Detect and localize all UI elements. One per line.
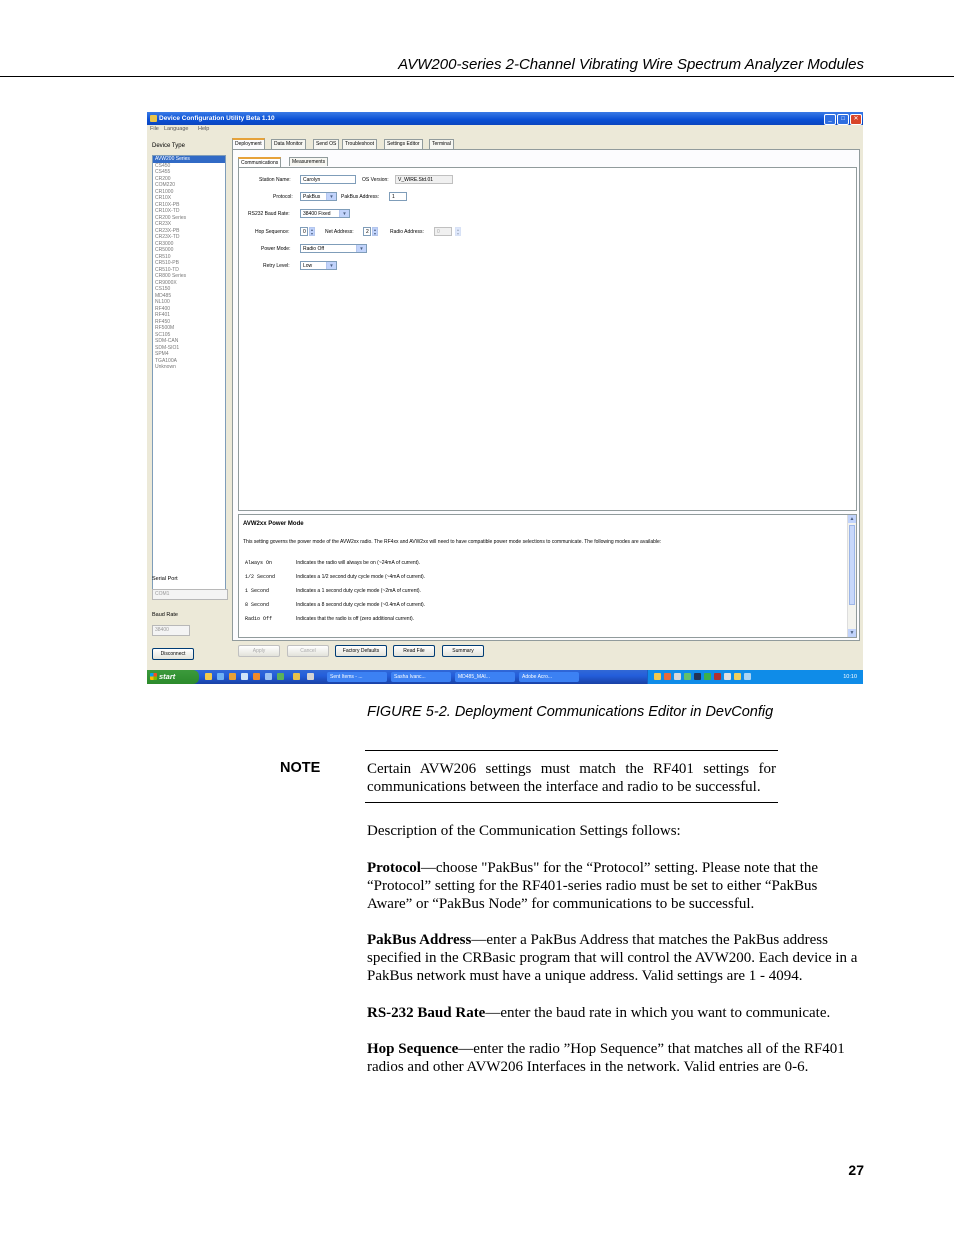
taskbar-item[interactable]: Sent Items - ... bbox=[327, 672, 387, 682]
os-version-field: V_WIRE.Std.01 bbox=[395, 175, 453, 184]
device-list-item[interactable]: CR510 bbox=[155, 253, 171, 260]
tab-data-monitor[interactable]: Data Monitor bbox=[271, 139, 306, 149]
help-mode-name: Always On bbox=[245, 560, 273, 566]
tray-icon[interactable] bbox=[714, 673, 721, 680]
device-list-item[interactable]: CR23X bbox=[155, 221, 172, 227]
tray-icon[interactable] bbox=[744, 673, 751, 680]
device-list-item[interactable]: CR10X-TD bbox=[155, 208, 180, 214]
help-panel bbox=[238, 514, 857, 638]
summary-button[interactable]: Summary bbox=[442, 645, 484, 657]
device-list-item[interactable]: CR5000 bbox=[155, 247, 174, 253]
tray-icon[interactable] bbox=[684, 673, 691, 680]
rs232-baud-value: 38400 Fixed bbox=[303, 211, 331, 217]
device-list-item[interactable]: CR200 bbox=[155, 175, 171, 182]
subtab-communications[interactable]: Communications bbox=[238, 157, 281, 167]
help-mode-desc: Indicates a 1/2 second duty cycle mode (~4mA of current). bbox=[296, 574, 426, 580]
device-list-item[interactable]: CS450 bbox=[155, 162, 171, 169]
baud-rate-select[interactable]: 38400 bbox=[152, 625, 190, 636]
device-type-label: Device Type bbox=[152, 143, 185, 149]
radio-address-input: 0 bbox=[434, 227, 452, 236]
help-title: AVW2xx Power Mode bbox=[243, 521, 304, 527]
chevron-down-icon[interactable]: ▼ bbox=[326, 262, 336, 269]
retry-level-label: Retry Level: bbox=[263, 263, 290, 269]
device-list-item[interactable]: CR800 Series bbox=[155, 273, 187, 279]
device-list-item[interactable]: CR10X bbox=[155, 195, 172, 201]
setting-term: Protocol bbox=[367, 860, 421, 876]
net-address-label: Net Address: bbox=[325, 229, 354, 235]
net-address-spinner[interactable]: ▲ ▼ bbox=[373, 228, 377, 236]
help-mode-row bbox=[245, 560, 420, 566]
start-button[interactable]: start bbox=[147, 670, 199, 684]
chevron-down-icon[interactable]: ▼ bbox=[356, 245, 366, 252]
quicklaunch-icon[interactable] bbox=[205, 673, 212, 680]
setting-desc: —enter a PakBus Address that matches the PakBus address specified in the CRBasic program that will control the AVW200. Each device in a PakBus network must have a unique address. Valid settings are 1 - 4094. bbox=[367, 932, 858, 984]
retry-level-select[interactable] bbox=[300, 261, 337, 270]
help-mode-row bbox=[245, 616, 414, 622]
window-title-bar bbox=[147, 112, 863, 125]
quicklaunch-icon[interactable] bbox=[265, 673, 272, 680]
retry-level-value: Low bbox=[303, 263, 313, 269]
note-text: Certain AVW206 settings must match the RF401 settings for communications between the interface and radio to be successful. bbox=[367, 761, 776, 795]
setting-term: Hop Sequence bbox=[367, 1041, 459, 1057]
help-mode-desc: Indicates a 8 second duty cycle mode (~0.4mA of current). bbox=[296, 602, 426, 608]
device-list-item[interactable]: SDM-CAN bbox=[155, 338, 179, 344]
disconnect-button[interactable]: Disconnect bbox=[152, 648, 194, 660]
power-mode-value: Radio Off bbox=[303, 246, 325, 252]
radio-address-spinner: ▲ ▼ bbox=[456, 228, 460, 236]
menu-help[interactable]: Help bbox=[198, 126, 210, 132]
tray-icon[interactable] bbox=[734, 673, 741, 680]
serial-port-label: Serial Port bbox=[152, 576, 178, 582]
help-mode-name: Radio Off bbox=[245, 616, 273, 622]
header-rule bbox=[0, 76, 954, 77]
device-list-item[interactable]: SC105 bbox=[155, 331, 171, 338]
help-scrollbar[interactable] bbox=[847, 515, 856, 637]
setting-paragraph bbox=[367, 1004, 865, 1022]
device-list-item[interactable]: COM220 bbox=[155, 182, 176, 188]
tab-settings-editor[interactable]: Settings Editor bbox=[384, 139, 423, 149]
taskbar-item[interactable]: Adobe Acro... bbox=[519, 672, 579, 682]
menu-language[interactable]: Language bbox=[164, 126, 189, 132]
help-mode-name: 1 Second bbox=[245, 588, 270, 594]
station-name-label: Station Name: bbox=[259, 177, 291, 183]
device-list-item[interactable]: CR3000 bbox=[155, 240, 174, 247]
minimize-icon[interactable]: _ bbox=[824, 114, 836, 125]
power-mode-select[interactable] bbox=[300, 244, 367, 253]
protocol-value: PakBus bbox=[303, 194, 321, 200]
tray-icon[interactable] bbox=[674, 673, 681, 680]
close-icon[interactable]: ✕ bbox=[850, 114, 862, 125]
device-list-item[interactable]: TGA100A bbox=[155, 357, 177, 364]
tray-icon[interactable] bbox=[694, 673, 701, 680]
net-address-input[interactable]: 2 bbox=[363, 227, 371, 236]
device-list-item[interactable]: CR10X-PB bbox=[155, 201, 180, 208]
tab-troubleshoot[interactable]: Troubleshoot bbox=[342, 139, 377, 149]
tray-icon[interactable] bbox=[664, 673, 671, 680]
protocol-select[interactable] bbox=[300, 192, 337, 201]
serial-port-select[interactable]: COM1 bbox=[152, 589, 228, 600]
help-text: This setting governs the power mode of the AVW2xx radio. The RF4xx and AVW2xx will need to have compatible power mode selections to communicate. The following modes are available: bbox=[243, 539, 662, 545]
device-list-item[interactable]: Unknown bbox=[155, 364, 176, 370]
pakbus-address-input[interactable]: 1 bbox=[389, 192, 407, 201]
hop-sequence-label: Hop Sequence: bbox=[255, 229, 290, 235]
apply-button[interactable]: Apply bbox=[238, 645, 280, 657]
quicklaunch-icon[interactable] bbox=[241, 673, 248, 680]
communications-panel bbox=[238, 167, 857, 511]
radio-address-label: Radio Address: bbox=[390, 229, 424, 235]
cancel-button[interactable]: Cancel bbox=[287, 645, 329, 657]
hop-sequence-spinner[interactable]: ▲ ▼ bbox=[310, 228, 314, 236]
quicklaunch-icon[interactable] bbox=[229, 673, 236, 680]
help-mode-row bbox=[245, 588, 421, 594]
rs232-baud-select[interactable] bbox=[300, 209, 350, 218]
quicklaunch-icon[interactable] bbox=[277, 673, 284, 680]
scroll-down-icon[interactable]: ▼ bbox=[849, 630, 855, 636]
help-mode-name: 8 Second bbox=[245, 602, 270, 608]
device-list-item[interactable]: NL100 bbox=[155, 299, 170, 305]
quicklaunch-icon[interactable] bbox=[293, 673, 300, 680]
scroll-thumb[interactable] bbox=[849, 525, 855, 605]
subtab-measurements[interactable]: Measurements bbox=[289, 157, 328, 166]
deployment-panel bbox=[232, 149, 860, 641]
device-list-item[interactable]: CR23X-PB bbox=[155, 227, 180, 234]
help-mode-desc: Indicates the radio will always be on (~24mA of current). bbox=[296, 560, 421, 566]
device-list-item[interactable]: MD485 bbox=[155, 292, 172, 299]
figure-caption: FIGURE 5-2. Deployment Communications Editor in DevConfig bbox=[367, 704, 774, 720]
tray-icon[interactable] bbox=[704, 673, 711, 680]
setting-term: PakBus Address bbox=[367, 932, 472, 948]
setting-paragraph bbox=[367, 931, 865, 985]
note-top-rule bbox=[365, 750, 778, 751]
device-list-item[interactable]: CR510-TD bbox=[155, 266, 179, 273]
setting-desc: —enter the baud rate in which you want to communicate. bbox=[485, 1005, 831, 1021]
baud-rate-label: Baud Rate bbox=[152, 612, 178, 618]
os-version-label: OS Version: bbox=[362, 177, 389, 183]
intro-paragraph: Description of the Communication Settings follows: bbox=[367, 823, 681, 839]
system-tray bbox=[647, 670, 863, 684]
tray-icon[interactable] bbox=[724, 673, 731, 680]
read-file-button[interactable]: Read File bbox=[393, 645, 435, 657]
app-icon bbox=[150, 115, 157, 122]
device-list-item[interactable]: CR23X-TD bbox=[155, 234, 180, 240]
rs232-baud-label: RS232 Baud Rate: bbox=[248, 211, 290, 217]
quicklaunch-icon[interactable] bbox=[217, 673, 224, 680]
devconfig-screenshot bbox=[147, 112, 863, 684]
note-bottom-rule bbox=[365, 802, 778, 803]
setting-desc: —enter the radio ”Hop Sequence” that matches all of the RF401 radios and other AVW206 Interfaces in the network. Valid entries are 0-6. bbox=[367, 1041, 845, 1075]
device-list-item[interactable]: CR1000 bbox=[155, 188, 174, 195]
device-list-item[interactable]: CR9000X bbox=[155, 279, 177, 286]
menu-bar bbox=[147, 125, 863, 134]
setting-desc: —choose "PakBus" for the “Protocol” setting. Please note that the “Protocol” setting for the RF401-series radio must be set to either “PakBus Aware” or “PakBus Node” for communications to be successful. bbox=[367, 860, 819, 912]
chevron-down-icon[interactable]: ▼ bbox=[339, 210, 349, 217]
tab-terminal[interactable]: Terminal bbox=[429, 139, 454, 149]
device-list-item[interactable]: RF500M bbox=[155, 325, 175, 331]
factory-defaults-button[interactable]: Factory Defaults bbox=[335, 645, 387, 657]
device-list-item[interactable]: CS455 bbox=[155, 169, 171, 175]
header-title: AVW200-series 2-Channel Vibrating Wire Spectrum Analyzer Modules bbox=[398, 56, 864, 73]
maximize-icon[interactable]: □ bbox=[837, 114, 849, 125]
setting-paragraph bbox=[367, 859, 865, 913]
help-mode-desc: Indicates a 1 second duty cycle mode (~2mA of current). bbox=[296, 588, 421, 594]
device-list-item[interactable]: SPM4 bbox=[155, 351, 169, 357]
help-mode-desc: Indicates that the radio is off (zero additional current). bbox=[296, 616, 415, 622]
menu-file[interactable]: File bbox=[150, 126, 159, 132]
page-number: 27 bbox=[848, 1162, 864, 1178]
power-mode-label: Power Mode: bbox=[261, 246, 291, 252]
quicklaunch-icon[interactable] bbox=[253, 673, 260, 680]
window-title: Device Configuration Utility Beta 1.10 bbox=[159, 115, 275, 122]
tab-send-os[interactable]: Send OS bbox=[313, 139, 339, 149]
help-mode-name: 1/2 Second bbox=[245, 574, 276, 580]
device-list-item[interactable]: RF400 bbox=[155, 305, 171, 312]
note-label: NOTE bbox=[280, 760, 321, 776]
device-list-item[interactable]: SDM-SIO1 bbox=[155, 344, 180, 351]
device-list-item[interactable]: RF401 bbox=[155, 312, 171, 318]
help-mode-row bbox=[245, 602, 425, 608]
help-mode-row bbox=[245, 574, 425, 580]
pakbus-address-label: PakBus Address: bbox=[341, 194, 380, 200]
device-list-item[interactable]: RF450 bbox=[155, 318, 171, 325]
taskbar-item[interactable]: MD485_MAI... bbox=[455, 672, 515, 682]
windows-taskbar bbox=[147, 670, 863, 684]
setting-term: RS-232 Baud Rate bbox=[367, 1005, 486, 1021]
device-list-item[interactable]: CR200 Series bbox=[155, 214, 187, 221]
device-list-item[interactable]: CS150 bbox=[155, 286, 171, 292]
setting-paragraph bbox=[367, 1040, 865, 1076]
tray-icon[interactable] bbox=[654, 673, 661, 680]
page-header bbox=[0, 0, 954, 76]
station-name-input[interactable]: Carolyn bbox=[300, 175, 356, 184]
quicklaunch-icon[interactable] bbox=[307, 673, 314, 680]
taskbar-clock: 10:10 bbox=[843, 674, 857, 680]
protocol-label: Protocol: bbox=[273, 194, 293, 200]
hop-sequence-input[interactable]: 0 bbox=[300, 227, 308, 236]
chevron-down-icon[interactable]: ▼ bbox=[326, 193, 336, 200]
tab-deployment[interactable]: Deployment bbox=[232, 138, 265, 151]
device-list-item[interactable]: CR510-PB bbox=[155, 260, 179, 266]
device-type-list[interactable] bbox=[152, 155, 226, 593]
taskbar-item[interactable]: Sasha Ivanc... bbox=[391, 672, 451, 682]
scroll-up-icon[interactable]: ▲ bbox=[849, 516, 855, 522]
device-list-item[interactable]: AVW200 Series bbox=[153, 156, 225, 163]
